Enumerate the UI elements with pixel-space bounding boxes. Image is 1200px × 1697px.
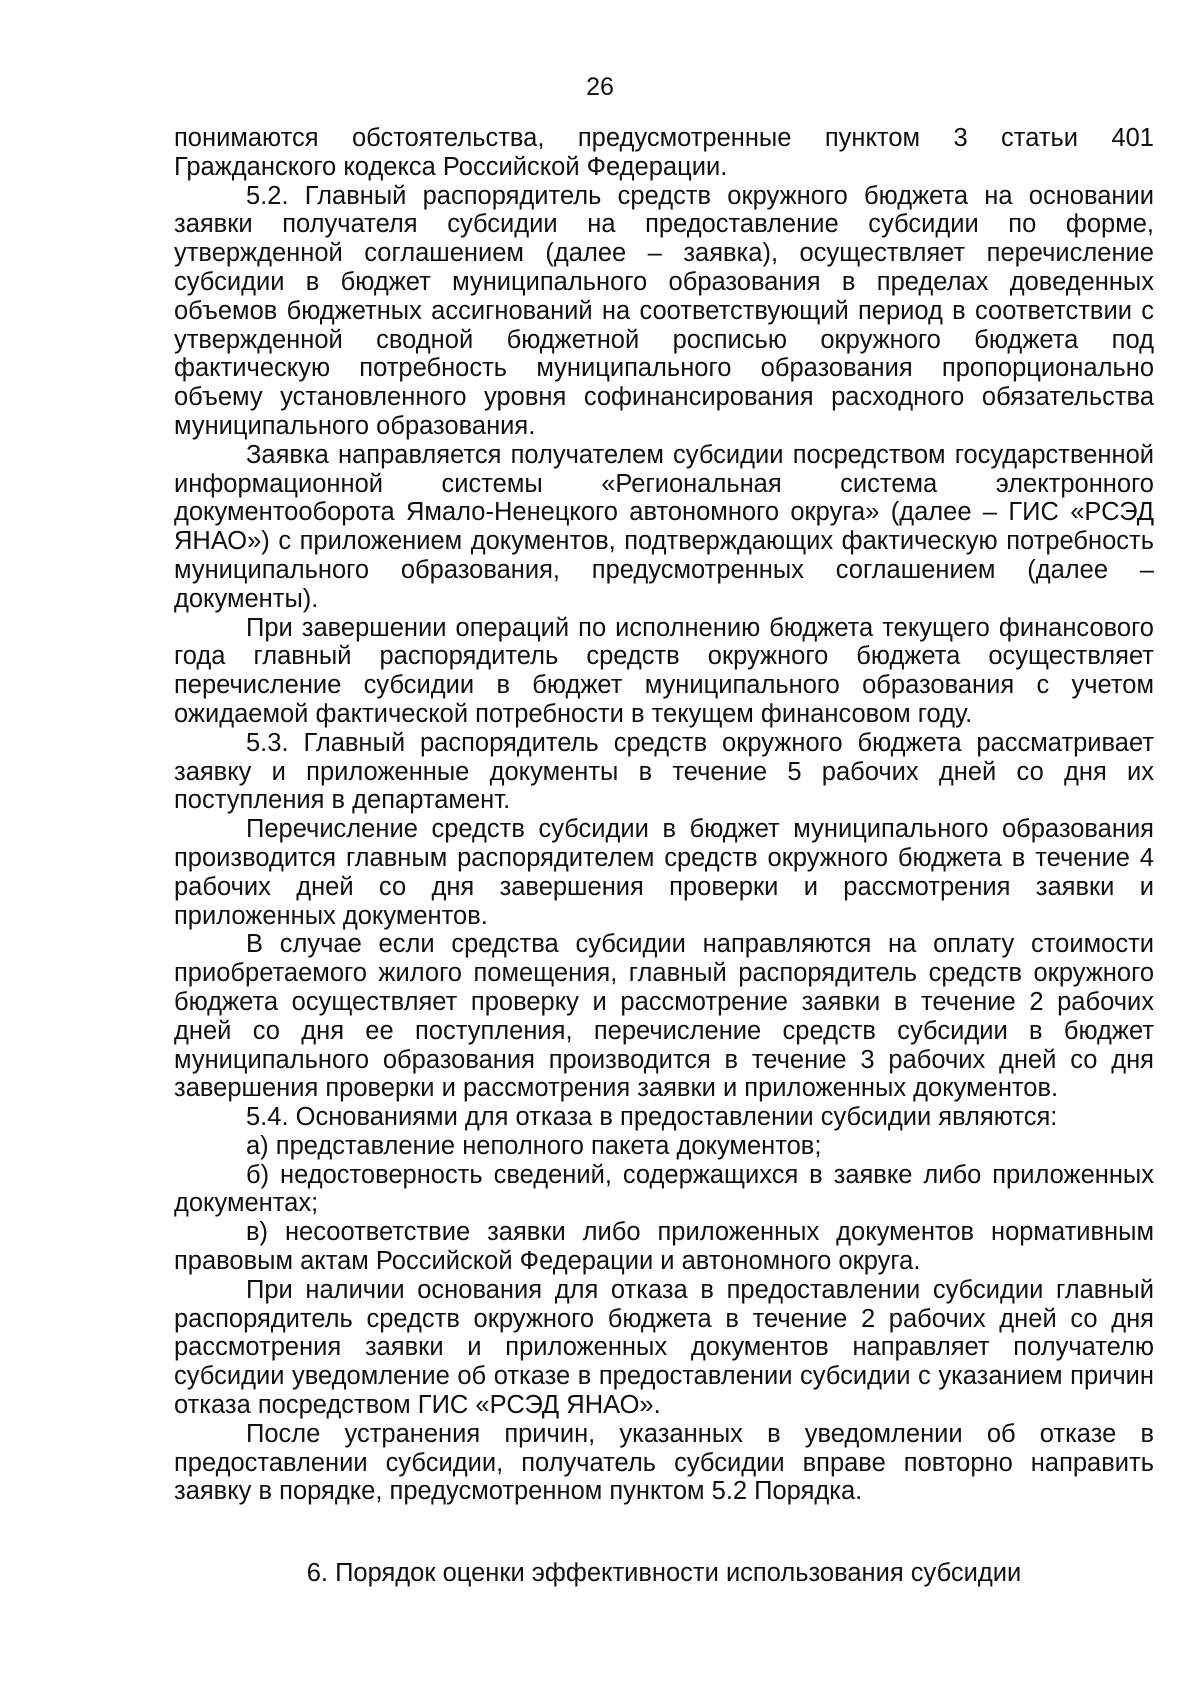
paragraph-housing-purchase: В случае если средства субсидии направляются на оплату стоимости приобретаемого жилого помещения, главный распорядитель средств окружного бюджета осуществляет проверку и рассмотрение заявки в течение 2 рабочих дней со дня ее поступления, перечисление средств субсидии в бюджет муниципального образования производится в течение 3 рабочих дней со дня завершения проверки и рассмотрения заявки и приложенных документов. <box>174 930 1154 1103</box>
list-item-a: а) представление неполного пакета документов; <box>246 1131 822 1160</box>
document-body <box>174 124 1154 1506</box>
section-heading: 6. Порядок оценки эффективности использования субсидии <box>306 1559 1022 1587</box>
paragraph-resubmission: После устранения причин, указанных в уведомлении об отказе в предоставлении субсидии, получатель субсидии вправе повторно направить заявку в порядке, предусмотренном пунктом 5.2 Порядка. <box>174 1419 1154 1506</box>
paragraph-5-4: 5.4. Основаниями для отказа в предоставлении субсидии являются: <box>246 1103 1058 1132</box>
paragraph-transfer-term: Перечисление средств субсидии в бюджет муниципального образования производится главным распорядителем средств окружного бюджета в течение 4 рабочих дней со дня завершения проверки и рассмотрения заявки и приложенных документов. <box>174 815 1154 930</box>
paragraph-5-2: 5.2. Главный распорядитель средств окружного бюджета на основании заявки получателя субсидии на предоставление субсидии по форме, утвержденной соглашением (далее – заявка), осуществляет перечисление субсидии в бюджет муниципального образования в пределах доведенных объемов бюджетных ассигнований на соответствующий период в соответствии с утвержденной сводной бюджетной росписью окружного бюджета под фактическую потребность муниципального образования пропорционально объему установленного уровня софинансирования расходного обязательства муниципального образования. <box>174 181 1154 440</box>
paragraph-refusal-notice: При наличии основания для отказа в предоставлении субсидии главный распорядитель средств окружного бюджета в течение 2 рабочих дней со дня рассмотрения заявки и приложенных документов направляет получателю субсидии уведомление об отказе в предоставлении субсидии с указанием причин отказа посредством ГИС «РСЭД ЯНАО». <box>174 1275 1154 1420</box>
paragraph-continuation: понимаются обстоятельства, предусмотренные пунктом 3 статьи 401 Гражданского кодекса Российской Федерации. <box>174 124 1154 181</box>
paragraph-application-submission: Заявка направляется получателем субсидии посредством государственной информационной системы «Региональная система электронного документооборота Ямало-Ненецкого автономного округа» (далее – ГИС «РСЭД ЯНАО») с приложением документов, подтверждающих фактическую потребность муниципального образования, предусмотренных соглашением (далее – документы). <box>174 440 1154 613</box>
list-item-c: в) несоответствие заявки либо приложенных документов нормативным правовым актам Российской Федерации и автономного округа. <box>174 1218 1154 1276</box>
paragraph-5-3: 5.3. Главный распорядитель средств окружного бюджета рассматривает заявку и приложенные документы в течение 5 рабочих дней со дня их поступления в департамент. <box>174 728 1154 815</box>
paragraph-year-end-transfer: При завершении операций по исполнению бюджета текущего финансового года главный распорядитель средств окружного бюджета осуществляет перечисление субсидии в бюджет муниципального образования с учетом ожидаемой фактической потребности в текущем финансовом году. <box>174 613 1154 728</box>
list-item-b: б) недостоверность сведений, содержащихся в заявке либо приложенных документах; <box>174 1160 1154 1218</box>
page-number: 26 <box>586 73 614 101</box>
